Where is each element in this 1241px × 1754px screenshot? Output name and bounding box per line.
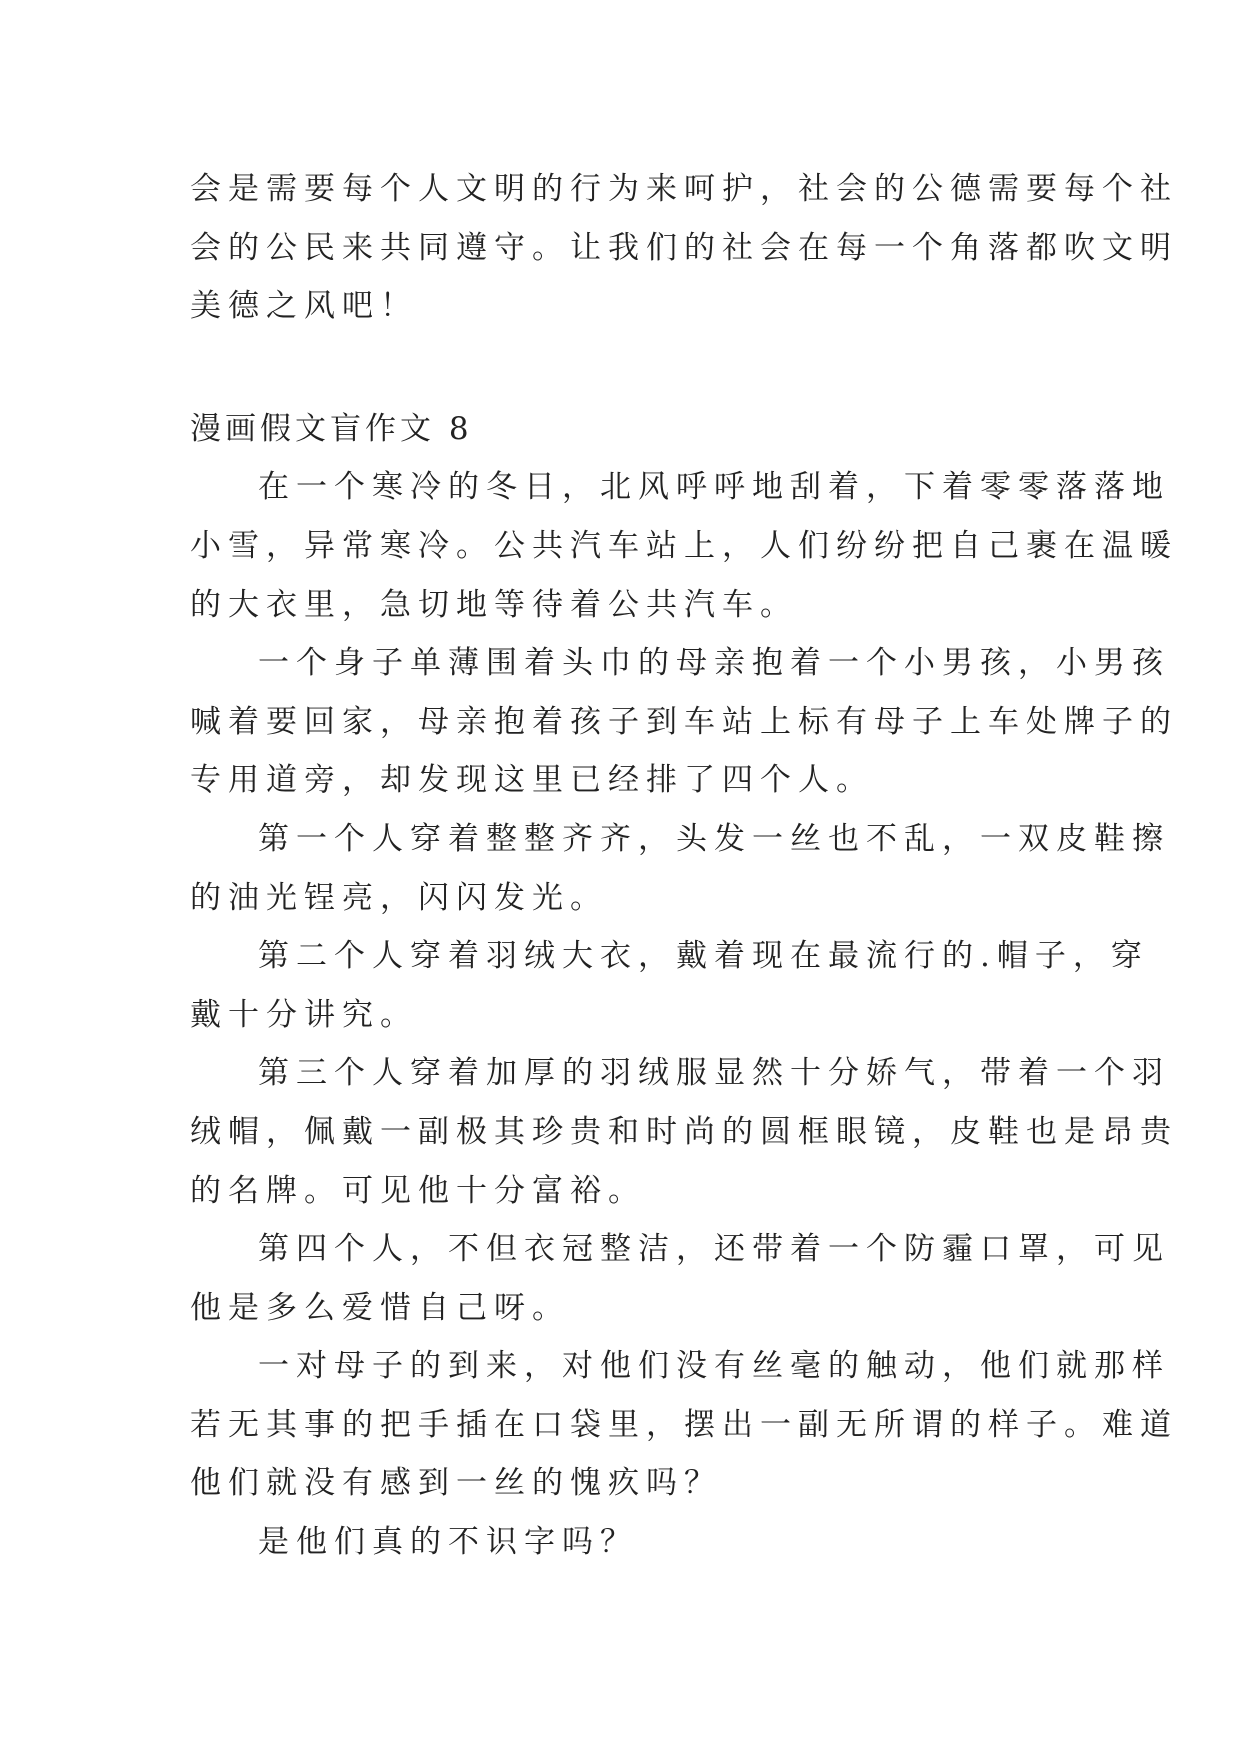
text-line: 专用道旁，却发现这里已经排了四个人。 — [190, 762, 874, 799]
paragraph-7 — [190, 1337, 1178, 1513]
paragraph-4 — [190, 927, 1149, 1044]
text-line: 他是多么爱惜自己呀。 — [190, 1289, 570, 1326]
text-line: 第三个人穿着加厚的羽绒服显然十分娇气，带着一个羽 — [258, 1055, 1170, 1092]
text-line: 会是需要每个人文明的行为来呵护，社会的公德需要每个社 — [190, 171, 1178, 207]
paragraph-1 — [190, 458, 1178, 634]
text-line: 一个身子单薄围着头巾的母亲抱着一个小男孩，小男孩 — [258, 645, 1170, 682]
text-line: 是他们真的不识字吗？ — [258, 1524, 638, 1561]
section-gap — [190, 336, 1050, 400]
text-line: 戴十分讲究。 — [190, 996, 418, 1033]
text-line: 第四个人，不但衣冠整洁，还带着一个防霾口罩，可见 — [258, 1231, 1170, 1268]
paragraph-8 — [190, 1513, 1050, 1572]
text-line: 美德之风吧！ — [190, 288, 418, 325]
text-line: 小雪，异常寒冷。公共汽车站上，人们纷纷把自己裹在温暖 — [190, 527, 1178, 564]
text-line: 的大衣里，急切地等待着公共汽车。 — [190, 586, 798, 623]
paragraph-3 — [190, 810, 1170, 927]
text-line: 喊着要回家，母亲抱着孩子到车站上标有母子上车处牌子的 — [190, 703, 1178, 740]
text-line: 他们就没有感到一丝的愧疚吗？ — [190, 1465, 722, 1502]
paragraph-2 — [190, 634, 1178, 810]
text-line: 的油光锃亮，闪闪发光。 — [190, 879, 608, 916]
text-line: 在一个寒冷的冬日，北风呼呼地刮着，下着零零落落地 — [258, 469, 1170, 506]
text-line: 第一个人穿着整整齐齐，头发一丝也不乱，一双皮鞋擦 — [258, 820, 1170, 857]
paragraph-5 — [190, 1044, 1178, 1220]
text-line: 第二个人穿着羽绒大衣，戴着现在最流行的.帽子，穿 — [258, 938, 1149, 975]
text-line: 绒帽，佩戴一副极其珍贵和时尚的圆框眼镜，皮鞋也是昂贵 — [190, 1113, 1178, 1150]
text-line: 一对母子的到来，对他们没有丝毫的触动，他们就那样 — [258, 1348, 1170, 1385]
text-line: 若无其事的把手插在口袋里，摆出一副无所谓的样子。难道 — [190, 1406, 1178, 1443]
text-line: 的名牌。可见他十分富裕。 — [190, 1172, 646, 1209]
document-body — [190, 160, 1178, 1572]
text-line: 会的公民来共同遵守。让我们的社会在每一个角落都吹文明 — [190, 229, 1178, 266]
intro-paragraph — [190, 160, 1178, 336]
section-title: 漫画假文盲作文 8 — [190, 410, 473, 447]
paragraph-6 — [190, 1220, 1170, 1337]
